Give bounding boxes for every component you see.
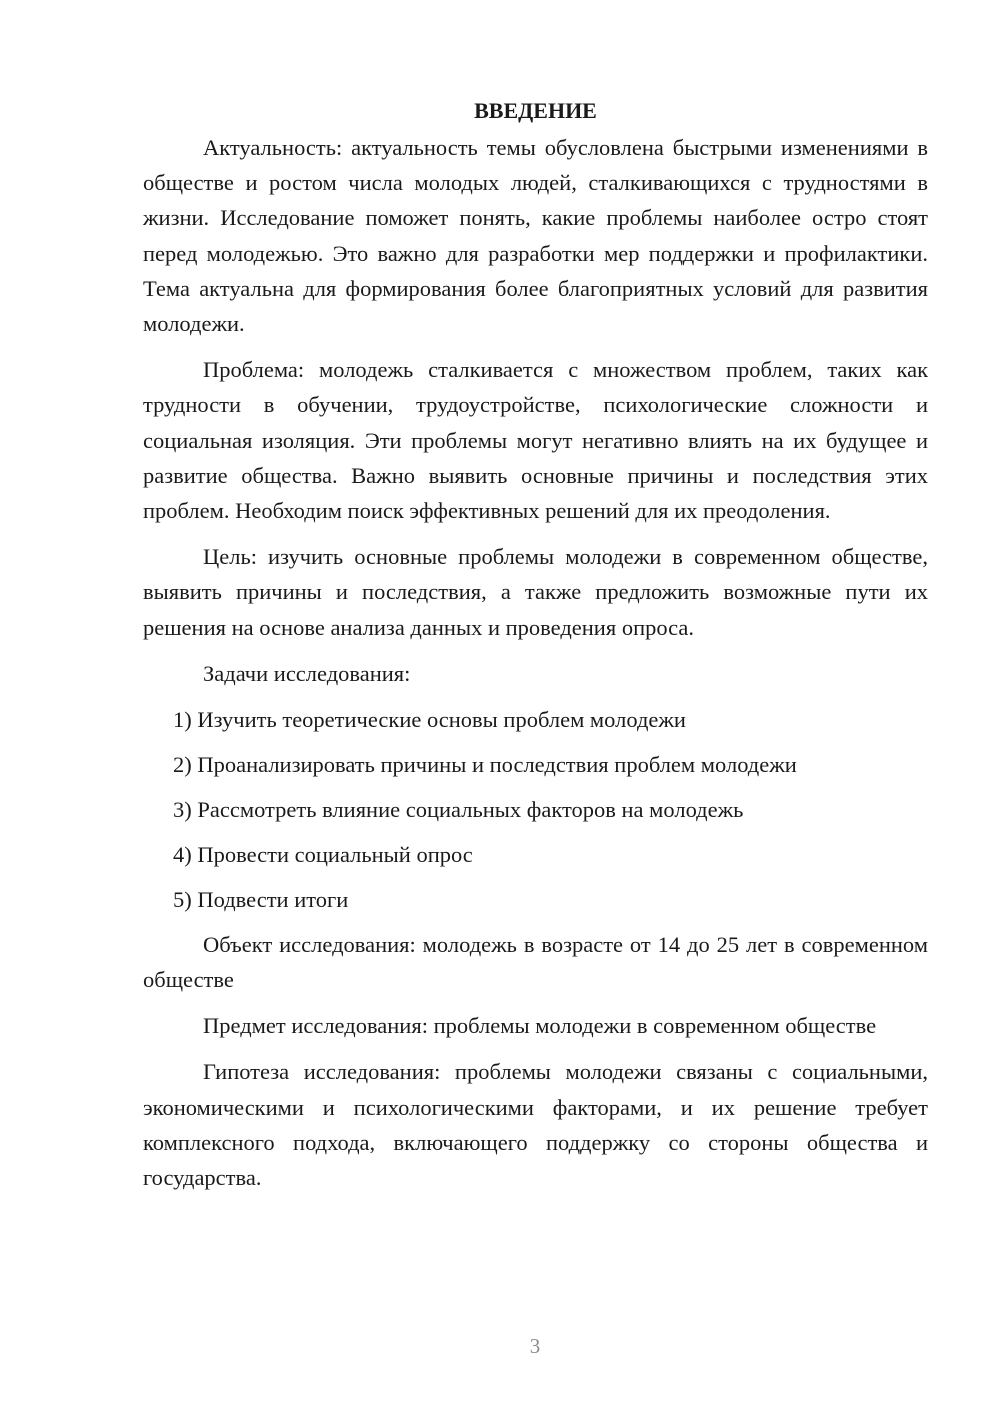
page-title: ВВЕДЕНИЕ bbox=[474, 98, 597, 123]
task-item: 1) Изучить теоретические основы проблем молодежи bbox=[173, 706, 686, 732]
relevance-paragraph: Актуальность: актуальность темы обусловлена быстрыми изменениями в обществе и ростом числа молодых людей, сталкивающихся с трудностями в жизни. Исследование поможет понять, какие проблемы наиболее остро стоят перед молодежью. Это важно для разработки мер поддержки и профилактики. Тема актуальна для формирования более благоприятных условий для развития молодежи. bbox=[143, 135, 928, 337]
document-page bbox=[143, 96, 928, 1206]
task-item: 5) Подвести итоги bbox=[173, 886, 349, 912]
problem-paragraph: Проблема: молодежь сталкивается с множеством проблем, таких как трудности в обучении, трудоустройстве, психологические сложности и социальная изоляция. Эти проблемы могут негативно влиять на их будущее и развитие общества. Важно выявить основные причины и последствия этих проблем. Необходим поиск эффективных решений для их преодоления. bbox=[143, 357, 928, 524]
subject-paragraph: Предмет исследования: проблемы молодежи в современном обществе bbox=[203, 1013, 877, 1039]
task-item: 2) Проанализировать причины и последствия проблем молодежи bbox=[173, 751, 797, 777]
hypothesis-paragraph: Гипотеза исследования: проблемы молодежи связаны с социальными, экономическими и психологическими факторами, и их решение требует комплексного подхода, включающего поддержку со стороны общества и государства. bbox=[143, 1059, 928, 1191]
object-paragraph: Объект исследования: молодежь в возрасте от 14 до 25 лет в современном обществе bbox=[143, 931, 928, 993]
tasks-title: Задачи исследования: bbox=[203, 660, 411, 686]
task-item: 4) Провести социальный опрос bbox=[173, 841, 473, 867]
goal-paragraph: Цель: изучить основные проблемы молодежи в современном обществе, выявить причины и последствия, а также предложить возможные пути их решения на основе анализа данных и проведения опроса. bbox=[143, 544, 928, 640]
page-number: 3 bbox=[529, 1334, 541, 1358]
task-item: 3) Рассмотреть влияние социальных факторов на молодежь bbox=[173, 796, 744, 822]
